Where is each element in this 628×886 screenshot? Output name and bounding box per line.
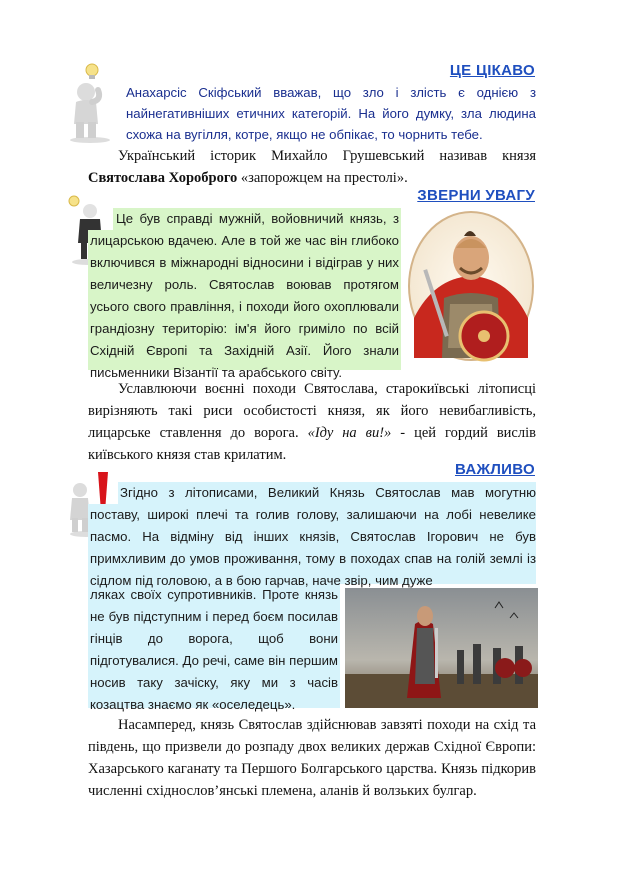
sviatoslav-portrait <box>404 208 538 364</box>
thinking-person-lightbulb-icon <box>62 62 124 144</box>
paragraph-campaigns: Уславлюючи воєнні походи Святослава, старокиївські літописці вирізняють такі риси особистості князя, як його невибагливість, лицарське ставлення до ворога. «Іду на ви!» - цей гордий вислів київського князя став крилатим. <box>88 381 536 463</box>
paragraph-conquests: Насамперед, князь Святослав здійснював завзяті походи на схід та південь, що призвели до розпаду двох великих держав Східної Європи: Хазарського каганату та Першого Болгарського царства. Князь підкорив численні східнослов’янські племена, аланів й волзьких булгар. <box>88 717 536 799</box>
important-text-top: Згідно з літописами, Великий Князь Святослав мав могутню поставу, широкі плечі та голив голову, залишаючи на лобі невелике пасмо. На відміну від інших князів, Святослав Ігорович не був примхливим до умов проживання, тому в походах спав на голій землі із сідлом під головою, а в бою гарчав, наче звір, чим дуже <box>90 485 536 588</box>
interesting-fact-text: Анахарсіс Скіфський вважав, що зло і злість є однією з найнегативніших етичних категорій. На його думку, зла людина схожа на вугілля, котре, якщо не обпікає, то чорнить тебе. <box>126 85 536 142</box>
section-heading-important: ВАЖЛИВО <box>454 461 535 478</box>
warrior-battle-image <box>345 588 538 708</box>
important-text-bottom: ляках своїх супротивників. Проте князь не був підступним і перед боєм посилав гінців до ворога, щоб вони підготувалися. До речі, саме він першим носив таку зачіску, яку ми з часів козацтва знаємо як «оселедець». <box>90 587 338 712</box>
paragraph-hrushevsky: Український історик Михайло Грушевський називав князя Святослава Хороброго «запорожцем на престолі». <box>88 148 536 186</box>
attention-text: Це був справді мужній, войовничий князь, з лицарською вдачею. Але в той же час він глибоко включився в міжнародні відносини і відіграв у них величезну роль. Святослав воював протягом усього свого правління, і походи його охоплювали грандіозну територію: ім'я його гриміло по всій Східній Європі та Західній Азії. Його знали письменники Візантії та арабського світу. <box>90 211 399 380</box>
section-heading-attention: ЗВЕРНИ УВАГУ <box>417 187 535 204</box>
section-heading-interesting: ЦЕ ЦІКАВО <box>449 62 535 79</box>
